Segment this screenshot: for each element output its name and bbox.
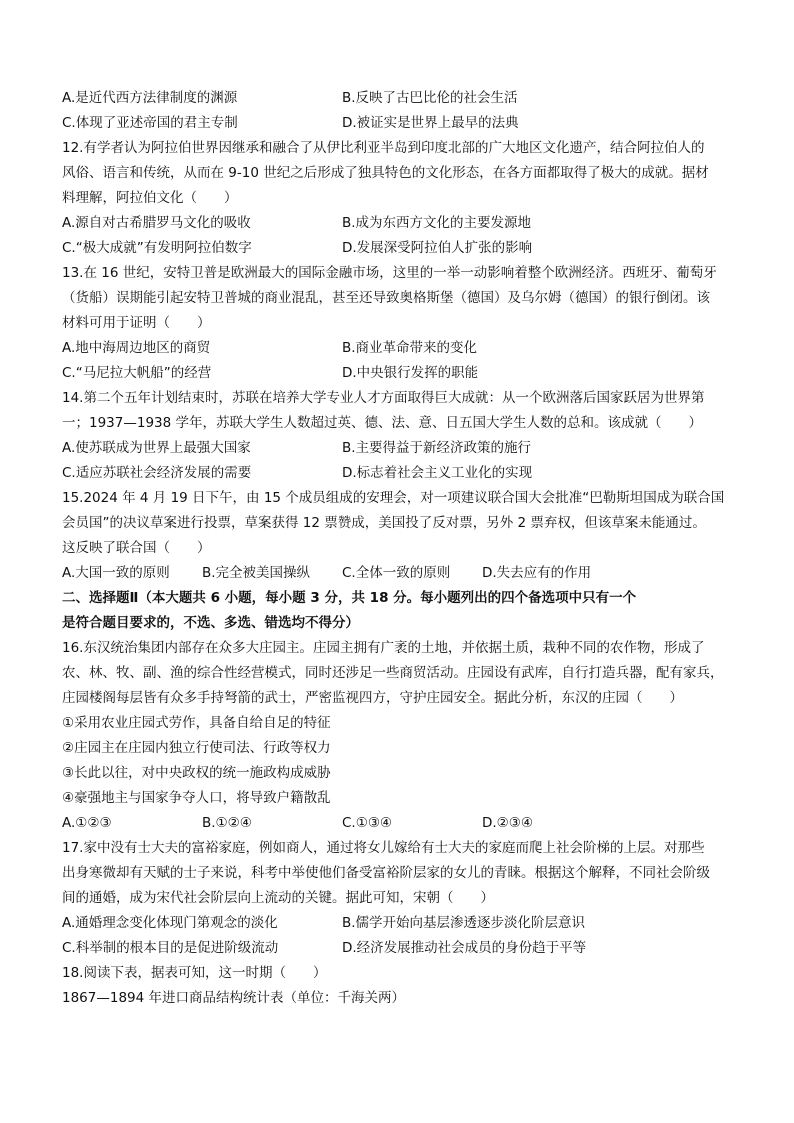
q13-stem	[62, 261, 734, 336]
q16-item-1: ①采用农业庄园式劳作，具备自给自足的特征	[62, 715, 331, 731]
section-heading-line: 是符合题目要求的，不选、多选、错选均不得分）	[62, 615, 359, 631]
q17-option-d: D.经济发展推动社会成员的身份趋于平等	[342, 940, 587, 956]
q17-option-c: C.科举制的根本目的是促进阶级流动	[62, 940, 279, 956]
q12-option-d: D.发展深受阿拉伯人扩张的影响	[342, 240, 533, 256]
q14-option-d: D.标志着社会主义工业化的实现	[342, 465, 533, 481]
q11-option-a: A.是近代西方法律制度的渊源	[62, 90, 238, 106]
q17-stem-line: 间的通婚，成为宋代社会阶层向上流动的关键。据此可知，宋朝（ ）	[62, 890, 494, 906]
q12-option-c: C.“极大成就”有发明阿拉伯数字	[62, 240, 252, 256]
q14-option-a: A.使苏联成为世界上最强大国家	[62, 440, 251, 456]
q16-item-2: ②庄园主在庄园内独立行使司法、行政等权力	[62, 740, 331, 756]
q15-stem-line: 15.2024 年 4 月 19 日下午，由 15 个成员组成的安理会，对一项建议联合国大会批准“巴勒斯坦国成为联合国	[62, 490, 725, 506]
q16-stem-line: 农、林、牧、副、渔的综合性经营模式，同时还涉足一些商贸活动。庄园设有武库，自行打造兵器，配有家兵，	[62, 665, 724, 681]
q16-stem-line: 庄园楼阁每层皆有众多手持弩箭的武士，严密监视四方，守护庄园安全。据此分析，东汉的庄园（ ）	[62, 690, 683, 706]
q14-options-row-2	[62, 461, 734, 486]
q13-option-d: D.中央银行发挥的职能	[342, 365, 479, 381]
q12-options-row-2	[62, 236, 734, 261]
q11-option-c: C.体现了亚述帝国的君主专制	[62, 115, 238, 131]
section-2-heading	[62, 586, 734, 636]
q17-stem	[62, 836, 734, 911]
q13-stem-line: （货船）误期能引起安特卫普城的商业混乱，甚至还导致奥格斯堡（德国）及乌尔姆（德国）的银行倒闭。该	[62, 290, 710, 306]
q14-stem	[62, 386, 734, 436]
q13-options-row-2	[62, 361, 734, 386]
q13-option-c: C.“马尼拉大帆船”的经营	[62, 365, 212, 381]
q14-option-c: C.适应苏联社会经济发展的需要	[62, 465, 252, 481]
q13-option-a: A.地中海周边地区的商贸	[62, 340, 211, 356]
q11-option-d: D.被证实是世界上最早的法典	[342, 115, 519, 131]
q14-stem-line: 一；1937—1938 学年，苏联大学生人数超过英、德、法、意、日五国大学生人数的总和。该成就（ ）	[62, 415, 703, 431]
q17-option-b: B.儒学开始向基层渗透逐步淡化阶层意识	[342, 915, 586, 931]
q16-stem	[62, 636, 734, 711]
q16-item-4: ④豪强地主与国家争夺人口，将导致户籍散乱	[62, 790, 331, 806]
q15-option-d: D.失去应有的作用	[482, 565, 592, 581]
q11-options-row-1	[62, 86, 734, 111]
q18-table-caption: 1867—1894 年进口商品结构统计表（单位：千海关两）	[62, 990, 406, 1006]
q12-stem-line: 12.有学者认为阿拉伯世界因继承和融合了从伊比利亚半岛到印度北部的广大地区文化遗产，结合阿拉伯人的	[62, 140, 705, 156]
q15-option-a: A.大国一致的原则	[62, 565, 170, 581]
q13-stem-line: 材料可用于证明（ ）	[62, 315, 211, 331]
q14-options-row-1	[62, 436, 734, 461]
q12-option-a: A.源自对古希腊罗马文化的吸收	[62, 215, 251, 231]
exam-page	[62, 86, 734, 1011]
q11-option-b: B.反映了古巴比伦的社会生活	[342, 90, 518, 106]
q13-options-row-1	[62, 336, 734, 361]
q15-stem-line: 会员国”的决议草案进行投票，草案获得 12 票赞成，美国投了反对票，另外 2 票弃权，但该草案未能通过。	[62, 515, 706, 531]
q17-stem-line: 出身寒微却有天赋的士子来说，科考中举使他们备受富裕阶层家的女儿的青睐。根据这个解释，不同社会阶级	[62, 865, 710, 881]
q11-options-row-2	[62, 111, 734, 136]
q17-stem-line: 17.家中没有士大夫的富裕家庭，例如商人，通过将女儿嫁给有士大夫的家庭而爬上社会阶梯的上层。对那些	[62, 840, 705, 856]
q15-option-c: C.全体一致的原则	[342, 565, 451, 581]
q12-options-row-1	[62, 211, 734, 236]
q15-stem-line: 这反映了联合国（ ）	[62, 540, 211, 556]
q15-option-b: B.完全被美国操纵	[202, 565, 311, 581]
q15-options-row	[62, 561, 734, 586]
q12-option-b: B.成为东西方文化的主要发源地	[342, 215, 532, 231]
q17-options-row-2	[62, 936, 734, 961]
q17-option-a: A.通婚理念变化体现门第观念的淡化	[62, 915, 278, 931]
q13-stem-line: 13.在 16 世纪，安特卫普是欧洲最大的国际金融市场，这里的一举一动影响着整个欧洲经济。西班牙、葡萄牙	[62, 265, 717, 281]
q16-option-b: B.①②④	[202, 815, 252, 831]
q18-stem: 18.阅读下表，据表可知，这一时期（ ）	[62, 965, 327, 981]
q16-option-c: C.①③④	[342, 815, 393, 831]
q12-stem-line: 料理解，阿拉伯文化（ ）	[62, 190, 238, 206]
q15-stem	[62, 486, 734, 561]
q12-stem-line: 风俗、语言和传统，从而在 9-10 世纪之后形成了独具特色的文化形态，在各方面都取得了极大的成就。据材	[62, 165, 709, 181]
q16-options-row	[62, 811, 734, 836]
q14-stem-line: 14.第二个五年计划结束时，苏联在培养大学专业人才方面取得巨大成就：从一个欧洲落后国家跃居为世界第	[62, 390, 705, 406]
q17-options-row-1	[62, 911, 734, 936]
q14-option-b: B.主要得益于新经济政策的施行	[342, 440, 532, 456]
q16-item-3: ③长此以往，对中央政权的统一施政构成威胁	[62, 765, 331, 781]
q16-option-a: A.①②③	[62, 815, 112, 831]
q12-stem	[62, 136, 734, 211]
q13-option-b: B.商业革命带来的变化	[342, 340, 478, 356]
q16-option-d: D.②③④	[482, 815, 533, 831]
q16-stem-line: 16.东汉统治集团内部存在众多大庄园主。庄园主拥有广袤的土地，并依据土质，栽种不同的农作物，形成了	[62, 640, 705, 656]
section-heading-line: 二、选择题Ⅱ（本大题共 6 小题，每小题 3 分，共 18 分。每小题列出的四个备选项中只有一个	[62, 590, 637, 606]
